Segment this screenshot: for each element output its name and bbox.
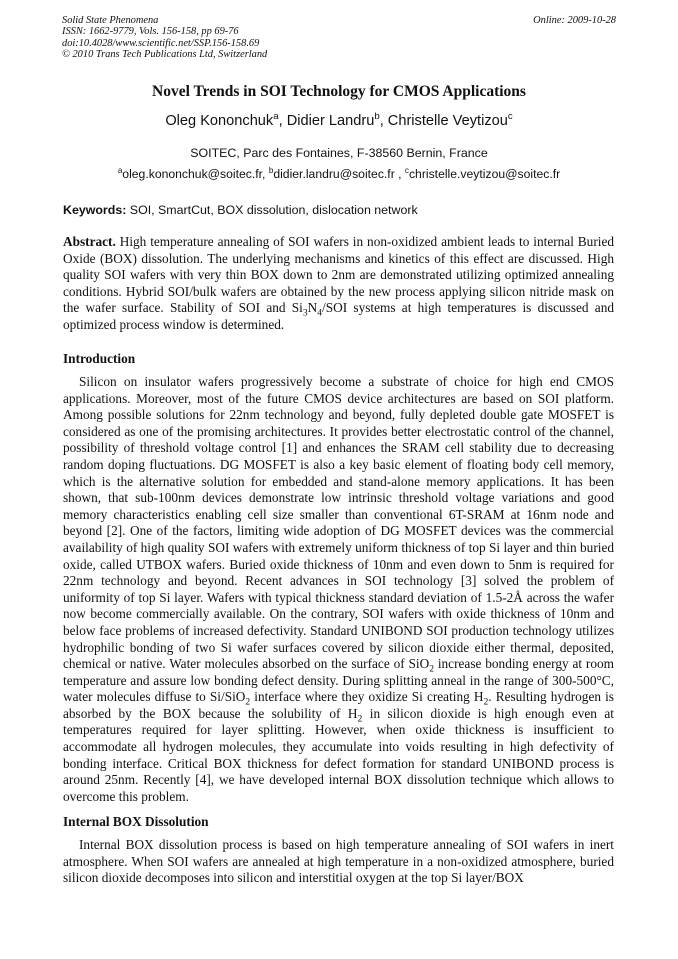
body-text: . Resulting hydrogen is absorbed by the BOX because the solubility of H (63, 689, 614, 721)
subscript: 4 (317, 308, 323, 320)
subscript: 2 (483, 696, 489, 708)
doi-line[interactable]: doi:10.4028/www.scientific.net/SSP.156-158.69 (62, 37, 260, 49)
issn-line: ISSN: 1662-9779, Vols. 156-158, pp 69-76 (62, 26, 239, 38)
journal-name: Solid State Phenomena (62, 15, 159, 26)
body-text: in silicon dioxide is high enough even at temperatures required for layer splitting. However, when oxide thickness is insufficient to accommodate all hydrogen molecules, they accumulate into voids resulting in high defectivity of bonding interface. Critical BOX thickness for defect formation for standard UNIBOND process is around 25nm. Recently [4], we have developed internal BOX dissolution technique which allows to overcome this problem. (63, 705, 614, 804)
subscript: 2 (429, 663, 434, 675)
keywords-text: SOI, SmartCut, BOX dissolution, dislocation network (126, 203, 418, 217)
email-link[interactable]: didier.landru@soitec.fr , (273, 167, 405, 181)
subscript: 2 (245, 696, 251, 708)
author-name: Oleg Kononchuk (165, 113, 274, 129)
introduction-body (63, 374, 614, 805)
abstract-text: N (307, 300, 318, 316)
paper-title: Novel Trends in SOI Technology for CMOS Applications (152, 83, 526, 100)
body-text: Silicon on insulator wafers progressively become a substrate of choice for high end CMOS applications. Moreover, most of the future CMOS device architectures are based on SOI platform. Among possible solutions for 22nm technology and beyond, fully depleted double gate MOSFET is considered as one of the promising architectures. It provides better electrostatic control of the channel, possibility of threshold voltage control [1] and enhances the SRAM cell stability due to decreasing random doping fluctuations. DG MOSFET is also a key basic element of floating body cell memory, which is the alternative solution for embedded and stand-alone memory applications. It has been shown, that sub-100nm devices demonstrate low intrinsic threshold voltage variations and good memory characteristics enabling cell size smaller than conventional 6T-SRAM at 16nm node and beyond [2]. One of the factors, limiting wide adoption of DG MOSFET devices was the commercial availability of high quality SOI wafers with extremely uniform thickness of top Si layer and thin buried oxide, called UTBOX wafers. Buried oxide thickness of 10nm and even down to 5nm is required for 22nm technology and beyond. Recent advances in SOI technology [3] solved the problem of uniformity of top Si layer. Wafers with typical thickness standard deviation of 1.5-2Å across the wafer now become commercially available. On the contrary, SOI wafers with oxide thickness of 10nm and below face problems of increased defectivity. Standard UNIBOND SOI production technology utilizes hydrophilic bonding of two Si wafer surfaces covered by silicon dioxide either thermal, deposited, chemical or native. Water molecules absorbed on the surface of SiO (63, 374, 614, 672)
section-heading-introduction: Introduction (63, 351, 136, 366)
email-mark: a (117, 165, 123, 175)
subscript: 2 (357, 713, 363, 725)
affiliation: SOITEC, Parc des Fontaines, F-38560 Bernin, France (190, 146, 488, 160)
author-affil-mark: c (507, 111, 513, 123)
keywords (63, 203, 418, 217)
keywords-label: Keywords: (63, 203, 127, 217)
copyright-line: © 2010 Trans Tech Publications Ltd, Switzerland (62, 49, 268, 61)
email-mark: b (268, 165, 274, 175)
abstract (63, 234, 614, 334)
author-name: Didier Landru (286, 113, 375, 129)
body-text: increase bonding energy at room temperature and assure low bonding defect density. During splitting anneal in the range of 300-500°C, water molecules diffuse to Si/SiO (63, 656, 614, 705)
body-text: interface where they oxidize Si creating H (250, 689, 484, 705)
author-separator: , (379, 113, 388, 129)
author-list (0, 113, 678, 129)
author-name: Christelle Veytizou (387, 113, 508, 129)
abstract-label: Abstract. (63, 234, 116, 249)
author-affil-mark: b (374, 111, 380, 123)
author-emails (0, 167, 678, 181)
author-affil-mark: a (273, 111, 279, 123)
section-heading-box-dissolution: Internal BOX Dissolution (63, 814, 209, 829)
box-dissolution-body: Internal BOX dissolution process is based on high temperature annealing of SOI wafers in inert atmosphere. When SOI wafers are annealed at high temperature in a non-oxidized atmosphere, buried silicon dioxide decomposes into silicon and interstitial oxygen at the top Si layer/BOX (63, 837, 614, 886)
abstract-text: /SOI systems at high temperatures is discussed and optimized process window is determined. (63, 300, 615, 332)
author-separator: , (278, 113, 287, 129)
online-date: Online: 2009-10-28 (533, 15, 616, 26)
subscript: 3 (302, 308, 308, 320)
email-mark: c (404, 165, 409, 175)
email-link[interactable]: oleg.kononchuk@soitec.fr, (122, 167, 269, 181)
email-link[interactable]: christelle.veytizou@soitec.fr (408, 167, 561, 181)
abstract-text: High temperature annealing of SOI wafers in non-oxidized ambient leads to internal Buried Oxide (BOX) dissolution. The underlying mechanisms and kinetics of this effect are discussed. High quality SOI wafers with very thin BOX down to 2nm are demonstrated utilizing optimized annealing conditions. Hybrid SOI/bulk wafers are obtained by the new process applying silicon nitride mask on the wafer surface. Stability of SOI and Si (63, 234, 614, 316)
journal-header (62, 15, 267, 61)
